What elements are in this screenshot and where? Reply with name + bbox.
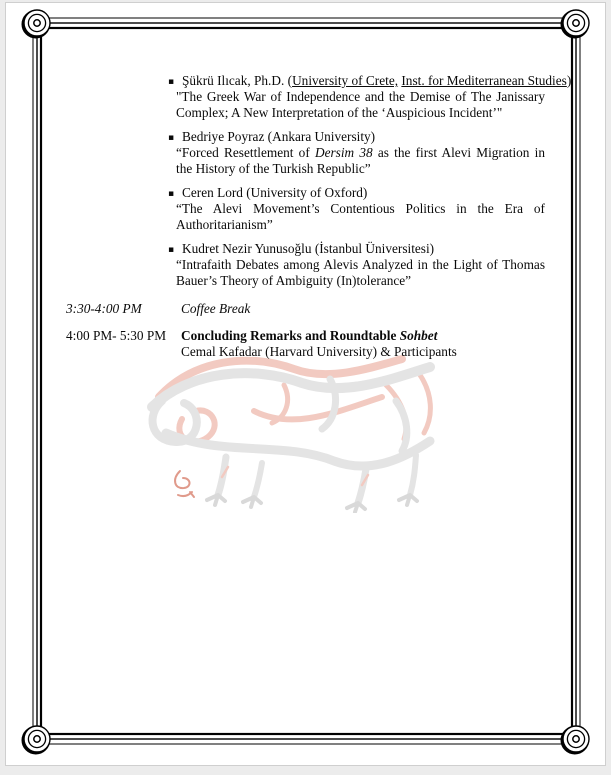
program-content [66,73,572,360]
schedule-row [66,328,548,360]
schedule [66,301,548,360]
document-paper [6,3,605,765]
speaker-name: Ceren Lord (University of Oxford) [182,185,368,200]
schedule-description [181,328,548,360]
schedule-row [66,301,548,317]
speaker-name: Kudret Nezir Yunusoğlu (İstanbul Üniversitesi) [182,241,435,256]
speaker-name: Bedriye Poyraz (Ankara University) [182,129,376,144]
talk-speaker [168,241,548,257]
speaker-affiliation-underlined: Inst. for Mediterranean Studies [401,73,567,88]
schedule-description: Coffee Break [181,301,251,316]
talk-title: “The Alevi Movement’s Contentious Politics in the Era of Authoritarianism” [176,201,545,232]
corner-medallion-icon [23,10,50,37]
talk-title: “Intrafaith Debates among Alevis Analyzed in the Light of Thomas Bauer’s Theory of Ambiguity (In)tolerance” [176,257,545,288]
speaker-affiliation-underlined: University of Crete, [292,73,399,88]
schedule-description-title: Concluding Remarks and Roundtable Sohbet [181,328,438,343]
talk-title: "The Greek War of Independence and the Demise of The Janissary Complex; A New Interpretation of the ‘Auspicious Incident’" [176,89,545,120]
corner-medallion-icon [23,726,50,753]
talk-title: “Forced Resettlement of Dersim 38 as the first Alevi Migration in the History of the Turkish Republic” [176,145,545,176]
talk-item [168,241,548,289]
schedule-time: 3:30-4:00 PM [66,301,142,316]
talk-speaker [168,185,548,201]
red-signature-squiggle-icon [175,471,194,497]
talk-item [168,185,548,233]
corner-medallion-icon [562,726,589,753]
speaker-name: Şükrü Ilıcak, Ph.D. ( [182,73,293,88]
talk-item [168,73,572,121]
schedule-time: 4:00 PM- 5:30 PM [66,328,167,343]
talk-item [168,129,548,177]
bullet-icon: ▪ [168,189,175,199]
corner-medallion-icon [562,10,589,37]
schedule-description-participants: Cemal Kafadar (Harvard University) & Participants [181,344,457,359]
talk-list [168,73,572,289]
talk-speaker: ▪ Şükrü Ilıcak, Ph.D. (University of Crete, Inst. for Mediterranean Studies) [168,73,572,88]
bullet-icon: ▪ [168,245,175,255]
title-italic-segment: Dersim 38 [314,145,373,160]
calligraphic-lion-watermark-icon [134,345,449,513]
bullet-icon: ▪ [168,77,175,87]
bullet-icon: ▪ [168,133,175,143]
talk-speaker [168,129,548,145]
